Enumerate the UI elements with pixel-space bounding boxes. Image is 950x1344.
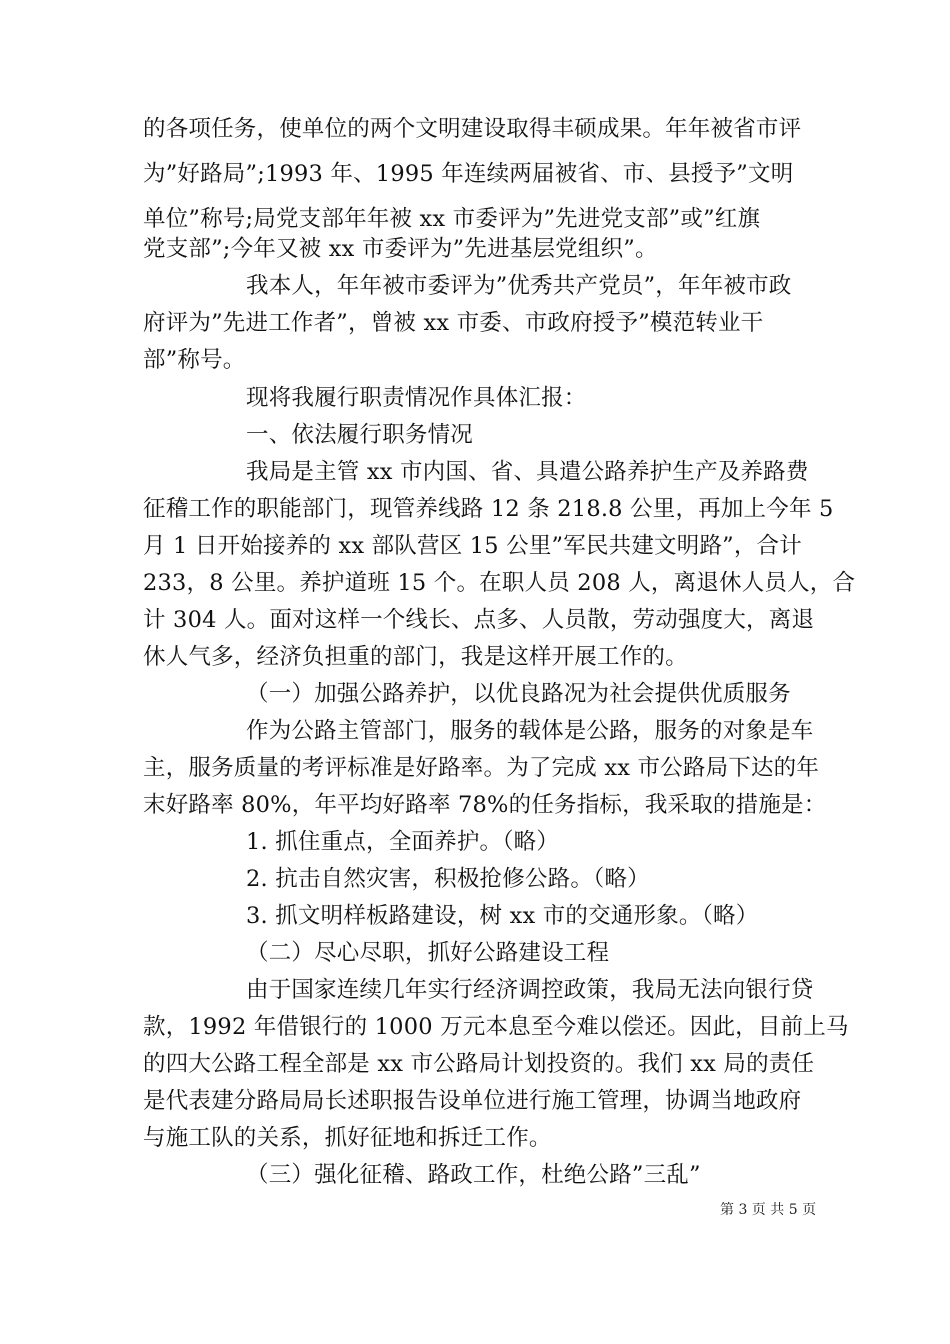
text-line: 的各项任务，使单位的两个文明建设取得丰硕成果。年年被省市评 — [143, 116, 802, 142]
text-line: 部”称号。 — [143, 347, 246, 373]
text-line: 的四大公路工程全部是 xx 市公路局计划投资的。我们 xx 局的责任 — [143, 1051, 815, 1077]
subsection-heading: （一）加强公路养护，以优良路况为社会提供优质服务 — [246, 681, 791, 707]
text-line: 征稽工作的职能部门，现管养线路 12 条 218.8 公里，再加上今年 5 — [143, 496, 834, 522]
text-line: 为”好路局”;1993 年、1995 年连续两届被省、市、县授予”文明 — [143, 161, 794, 187]
text-line: 款，1992 年借银行的 1000 万元本息至今难以偿还。因此，目前上马 — [143, 1014, 849, 1040]
paragraph-first-line: 现将我履行职责情况作具体汇报： — [246, 385, 587, 411]
paragraph-first-line: 我局是主管 xx 市内国、省、具遣公路养护生产及养路费 — [246, 459, 809, 485]
text-line: 主，服务质量的考评标准是好路率。为了完成 xx 市公路局下达的年 — [143, 755, 820, 781]
section-heading: 一、依法履行职务情况 — [246, 422, 474, 448]
text-line: 府评为”先进工作者”，曾被 xx 市委、市政府授予”模范转业干 — [143, 310, 764, 336]
text-line: 与施工队的关系，抓好征地和拆迁工作。 — [143, 1125, 552, 1151]
list-item: 1. 抓住重点，全面养护。（略） — [246, 829, 560, 855]
text-line: 233，8 公里。养护道班 15 个。在职人员 208 人，离退休人员人，合 — [143, 570, 856, 596]
text-line: 月 1 日开始接养的 xx 部队营区 15 公里”军民共建文明路”，合计 — [143, 533, 802, 559]
text-line: 计 304 人。面对这样一个线长、点多、人员散，劳动强度大，离退 — [143, 607, 815, 633]
paragraph-first-line: 由于国家连续几年实行经济调控政策，我局无法向银行贷 — [246, 977, 814, 1003]
text-line: 党支部”;今年又被 xx 市委评为”先进基层党组织”。 — [143, 236, 658, 262]
subsection-heading: （二）尽心尽职，抓好公路建设工程 — [246, 940, 610, 966]
list-item: 3. 抓文明样板路建设，树 xx 市的交通形象。（略） — [246, 903, 759, 929]
text-line: 休人气多，经济负担重的部门，我是这样开展工作的。 — [143, 644, 688, 670]
text-line: 单位”称号;局党支部年年被 xx 市委评为”先进党支部”或”红旗 — [143, 206, 761, 232]
page-number-footer: 第 3 页 共 5 页 — [720, 1202, 817, 1218]
text-line: 是代表建分路局局长述职报告设单位进行施工管理，协调当地政府 — [143, 1088, 802, 1114]
list-item: 2. 抗击自然灾害，积极抢修公路。（略） — [246, 866, 650, 892]
paragraph-first-line: 作为公路主管部门，服务的载体是公路，服务的对象是车 — [246, 718, 814, 744]
subsection-heading: （三）强化征稽、路政工作，杜绝公路”三乱” — [246, 1162, 701, 1188]
paragraph-first-line: 我本人，年年被市委评为”优秀共产党员”，年年被市政 — [246, 273, 792, 299]
text-line: 末好路率 80%，年平均好路率 78%的任务指标，我采取的措施是： — [143, 792, 827, 818]
